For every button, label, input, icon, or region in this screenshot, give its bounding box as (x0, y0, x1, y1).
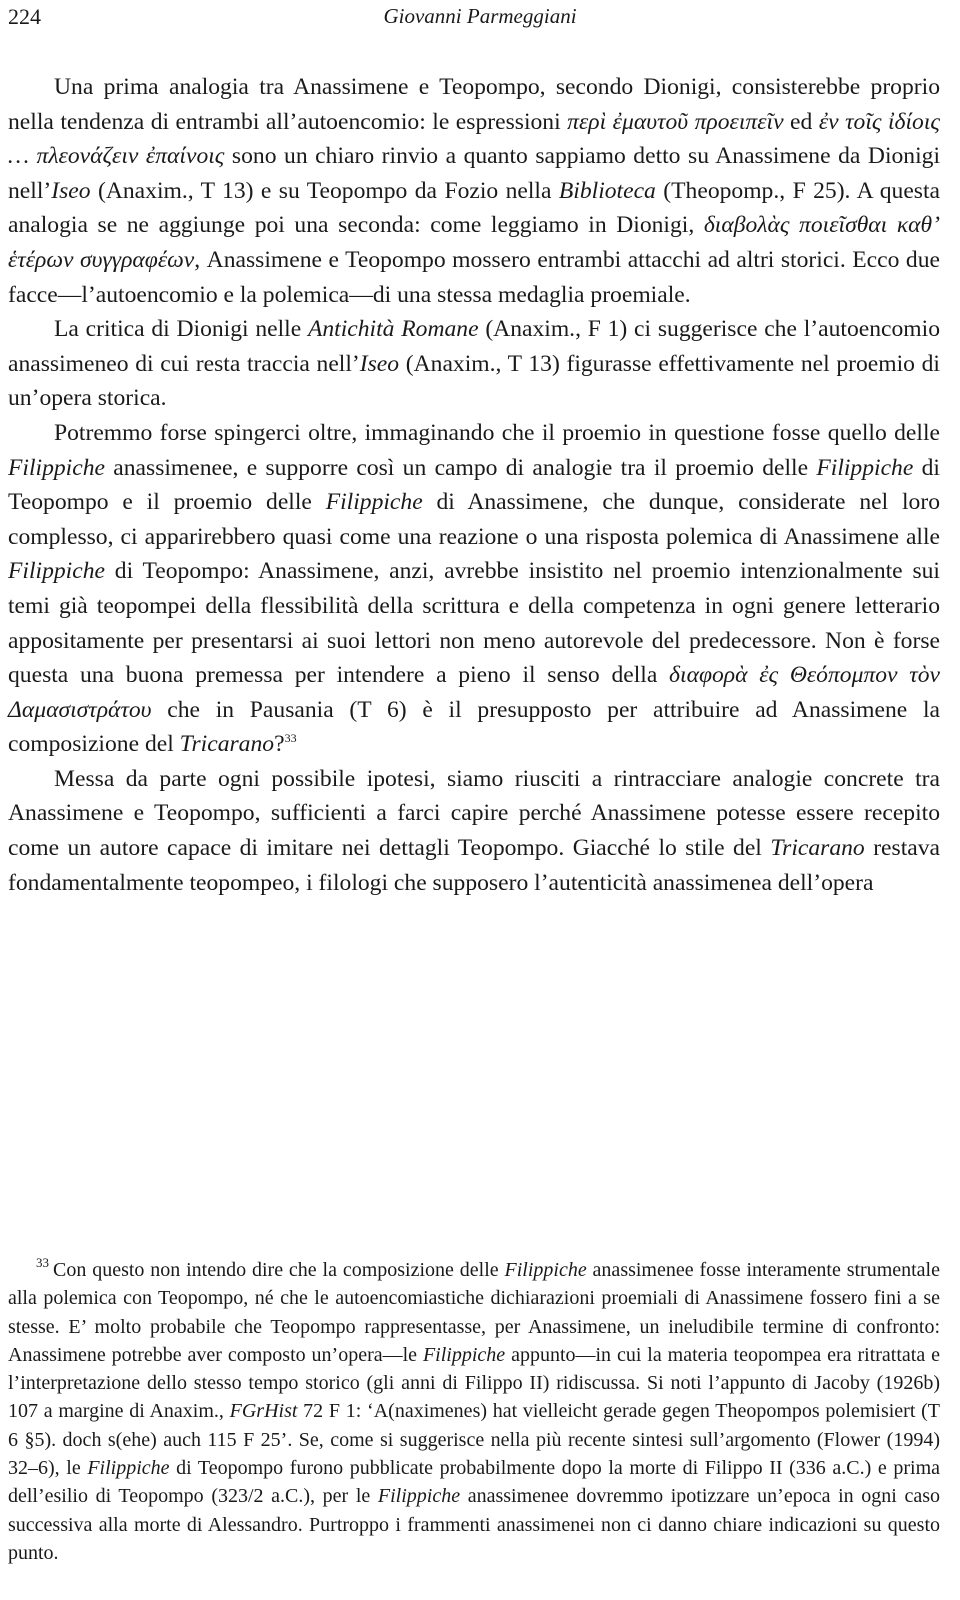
greek-quotation: διαφορὰ ἐς Θεόπομπον τὸν Δαμασιστράτου (8, 662, 940, 723)
text-run: Una prima analogia tra Anassimene e Teopompo, secondo Dionigi, consisterebbe proprio nella tendenza di entrambi all’autoencomio: le espressioni (8, 74, 940, 135)
text-run: sono un chiaro rinvio a quanto sappiamo detto su Anassimene da Dionigi nell’ (8, 143, 941, 204)
italic-title: Filippiche (422, 1343, 506, 1366)
text-run: di Teopompo e il proemio delle (8, 454, 940, 516)
italic-title: Filippiche (325, 489, 423, 516)
text-run: (Anaxim., F 1) ci suggerisce che l’autoencomio anassimeneo di cui resta traccia nell’ (8, 316, 940, 377)
footnote-area (8, 1256, 940, 1567)
text-run: restava fondamentalmente teopompeo, i filologi che supposero l’autenticità anassimenea dell’opera (8, 835, 940, 896)
text-run: ? (274, 731, 285, 758)
text-run: anassimenee, e supporre così un campo di analogie tra il proemio delle (104, 454, 817, 481)
text-run: di Teopompo furono pubblicate probabilmente dopo la morte di Filippo II (336 a.C.) e prima dell’esilio di Teopompo (323/2 a.C.), per le (8, 1457, 941, 1508)
text-run: che in Pausania (T 6) è il presupposto per attribuire ad Anassimene la composizione del (8, 696, 940, 758)
text-run: 72 F 1: ‘A(naximenes) hat vielleicht gerade gegen Theopompos polemisiert (T 6 §5). doch s(ehe) auch 115 F 25’. Se, come si suggerisce nella più recente sintesi sull’argomento (Flower (1994) 32–6), le (8, 1400, 940, 1480)
text-run: anassimenee fosse interamente strumentale alla polemica con Teopompo, né che le autoencomiastiche dichiarazioni proemiali di Anassimene fossero fini a se stesse. E’ molto probabile che Teopompo rappresentasse, per Anassimene, un ineludibile termine di confronto: Anassimene potrebbe aver composto un’opera—le (8, 1259, 940, 1366)
page-header (8, 4, 952, 34)
page-number: 224 (8, 4, 41, 29)
text-run: La critica di Dionigi nelle (54, 316, 308, 343)
text-run: (Theopomp., F 25). A questa analogia se ne aggiunge poi una seconda: come leggiamo in Dionigi, (8, 177, 941, 239)
paragraph (8, 416, 940, 762)
italic-title: Filippiche (8, 454, 105, 481)
paragraph (8, 762, 940, 900)
text-run: Messa da parte ogni possibile ipotesi, siamo riusciti a rintracciare analogie concrete tra Anassimene e Teopompo, sufficienti a farci capire perché Anassimene potesse essere recepito come un autore capace di imitare nei dettagli Teopompo. Giacché lo stile del (8, 765, 940, 862)
italic-title: Filippiche (377, 1485, 461, 1508)
text-run: di Anassimene, che dunque, considerate nel loro complesso, ci apparirebbero quasi come una reazione o una risposta polemica di Anassimene alle (8, 489, 940, 550)
text-run: Potremmo forse spingerci oltre, immaginando che il proemio in questione fosse quello delle (54, 419, 940, 446)
text-run: (Anaxim., T 13) e su Teopompo da Fozio nella (90, 177, 559, 204)
running-title: Giovanni Parmeggiani (383, 4, 577, 28)
footnote-number: 33 (36, 1255, 49, 1270)
text-run: (Anaxim., T 13) figurasse effettivamente nel proemio di un’opera storica. (8, 350, 940, 412)
greek-quotation: διαβολὰς ποιεῖσθαι καθ’ ἑτέρων συγγραφέων (8, 212, 940, 273)
text-run: ed (783, 108, 819, 135)
footnote-text (8, 1259, 940, 1564)
footnote-reference[interactable]: 33 (284, 731, 297, 746)
footnote (8, 1256, 940, 1567)
italic-title: Filippiche (87, 1457, 170, 1480)
italic-title: Tricarano (770, 835, 865, 862)
text-run: anassimenee dovremmo ipotizzare un’epoca in ogni caso successiva alla morte di Alessandro. Purtroppo i frammenti anassimenei non ci danno chiare indicazioni su questo punto. (8, 1485, 941, 1564)
paragraph (8, 70, 940, 312)
main-text (8, 70, 940, 900)
italic-title: Filippiche (504, 1259, 587, 1281)
greek-quotation: ἐν τοῖς ἰδίοις … πλεονάζειν ἐπαίνοις (8, 108, 940, 170)
italic-title: Tricarano (179, 731, 275, 758)
italic-title: Iseo (51, 177, 91, 204)
italic-title: Filippiche (8, 558, 105, 585)
text-run: , Anassimene e Teopompo mossero entrambi attacchi ad altri storici. Ecco due facce—l’autoencomio e la polemica—di una stessa medaglia proemiale. (8, 246, 941, 308)
text-run: di Teopompo: Anassimene, anzi, avrebbe insistito nel proemio intenzionalmente sui temi già teopompei della flessibilità della scrittura e della competenza in ogni genere letterario appositamente per presentarsi ai suoi lettori non meno autorevole del predecessore. Non è forse questa una buona premessa per intendere a pieno il senso della (8, 558, 940, 689)
text-run: appunto—in cui la materia teopompea era ritrattata e l’interpretazione dello stesso tempo storico (gli anni di Filippo II) ridiscussa. Si noti l’appunto di Jacoby (1926b) 107 a margine di Anaxim., (8, 1343, 940, 1423)
italic-title: FGrHist (229, 1400, 298, 1423)
italic-title: Biblioteca (558, 177, 656, 204)
text-run: Con questo non intendo dire che la composizione delle (53, 1259, 505, 1281)
italic-title: Iseo (359, 350, 400, 377)
italic-title: Antichità Romane (307, 316, 479, 343)
italic-title: Filippiche (816, 454, 914, 481)
greek-quotation: περὶ ἐμαυτοῦ προειπεῖν (567, 108, 784, 135)
paragraph (8, 312, 940, 416)
